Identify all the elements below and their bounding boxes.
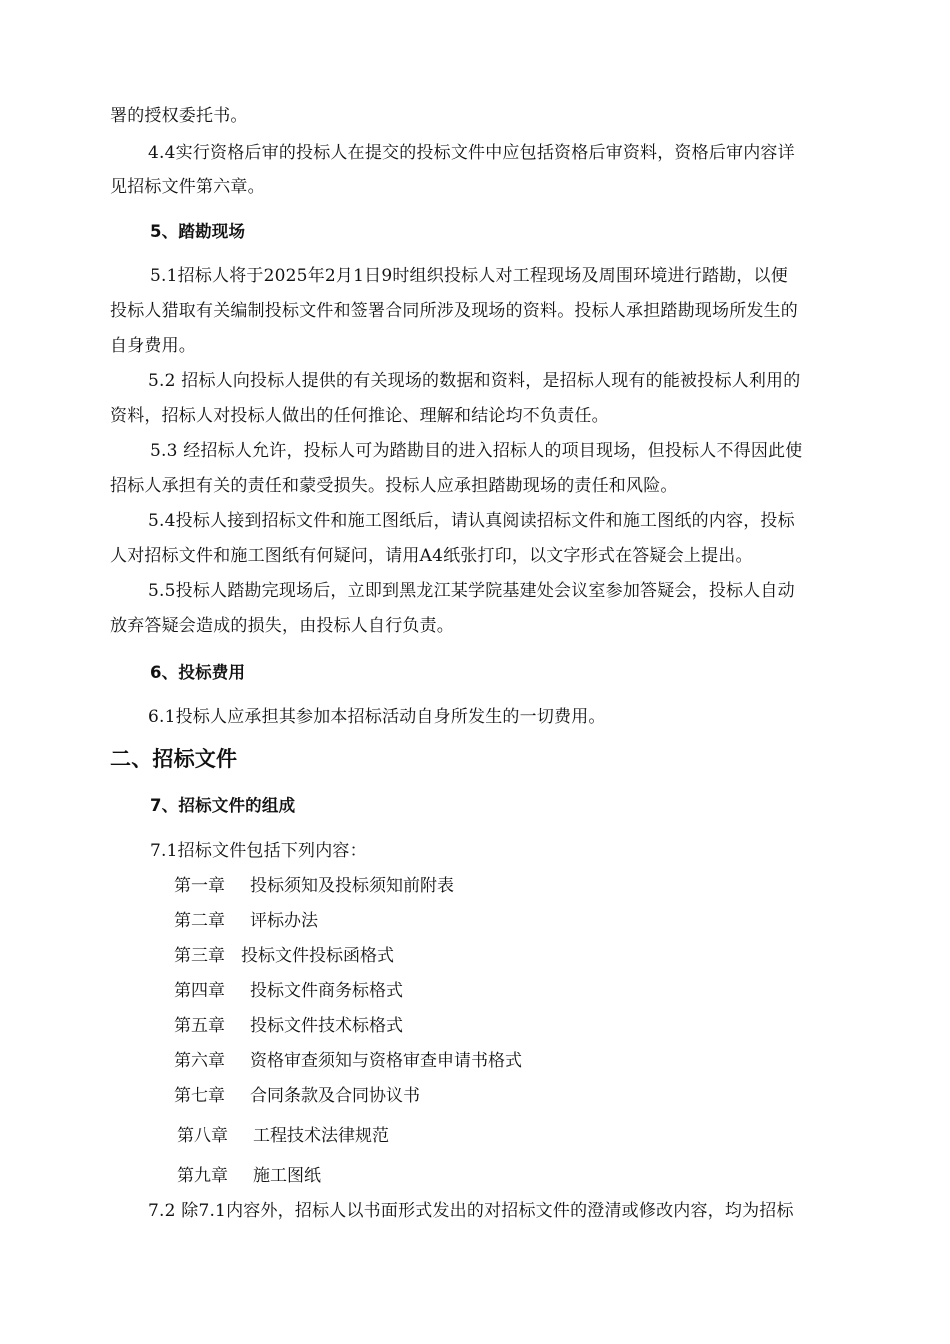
- paragraph-line: 见招标文件第六章。: [110, 177, 265, 197]
- toc-title: 投标文件投标函格式: [241, 946, 394, 966]
- paragraph-line: 5.1招标人将于2025年2月1日9时组织投标人对工程现场及周围环境进行踏勘，以便: [150, 266, 788, 286]
- paragraph-line: 5.3 经招标人允许，投标人可为踏勘目的进入招标人的项目现场，但投标人不得因此使: [150, 441, 803, 461]
- toc-title: 资格审查须知与资格审查申请书格式: [250, 1051, 522, 1071]
- chapter-heading: 二、招标文件: [110, 747, 238, 771]
- paragraph-line: 署的授权委托书。: [110, 106, 248, 126]
- toc-title: 评标办法: [250, 911, 318, 931]
- toc-item: [177, 1124, 389, 1148]
- toc-item: [174, 1014, 403, 1038]
- toc-item: [174, 1084, 420, 1108]
- toc-chapter: 第六章: [174, 1051, 225, 1071]
- toc-chapter: 第一章: [174, 876, 225, 896]
- toc-title: 施工图纸: [253, 1166, 321, 1186]
- paragraph-line: 人对招标文件和施工图纸有何疑问，请用A4纸张打印，以文字形式在答疑会上提出。: [110, 546, 753, 566]
- toc-chapter: 第三章: [174, 946, 225, 966]
- toc-item: [174, 979, 403, 1003]
- paragraph-line: 5.2 招标人向投标人提供的有关现场的数据和资料，是招标人现有的能被投标人利用的: [148, 371, 801, 391]
- paragraph-line: 5.4投标人接到招标文件和施工图纸后，请认真阅读招标文件和施工图纸的内容，投标: [148, 511, 795, 531]
- toc-chapter: 第九章: [177, 1166, 228, 1186]
- toc-title: 合同条款及合同协议书: [250, 1086, 420, 1106]
- paragraph-line: 4.4实行资格后审的投标人在提交的投标文件中应包括资格后审资料，资格后审内容详: [148, 143, 795, 163]
- paragraph-line: 6.1投标人应承担其参加本招标活动自身所发生的一切费用。: [148, 707, 606, 727]
- toc-title: 工程技术法律规范: [253, 1126, 389, 1146]
- paragraph-line: 自身费用。: [110, 336, 196, 356]
- paragraph-line: 7.2 除7.1内容外，招标人以书面形式发出的对招标文件的澄清或修改内容，均为招标: [148, 1201, 794, 1221]
- toc-chapter: 第八章: [177, 1126, 228, 1146]
- paragraph-line: 放弃答疑会造成的损失，由投标人自行负责。: [110, 616, 454, 636]
- toc-chapter: 第二章: [174, 911, 225, 931]
- paragraph-line: 招标人承担有关的责任和蒙受损失。投标人应承担踏勘现场的责任和风险。: [110, 476, 678, 496]
- toc-item: [174, 909, 318, 933]
- toc-item: [174, 1049, 522, 1073]
- section-heading-5: 5、踏勘现场: [150, 222, 246, 241]
- toc-item: [174, 944, 394, 968]
- section-heading-7: 7、招标文件的组成: [150, 796, 296, 815]
- toc-item: [174, 874, 454, 898]
- toc-title: 投标文件技术标格式: [250, 1016, 403, 1036]
- toc-chapter: 第五章: [174, 1016, 225, 1036]
- toc-item: [177, 1164, 321, 1188]
- toc-title: 投标文件商务标格式: [250, 981, 403, 1001]
- section-heading-6: 6、投标费用: [150, 663, 246, 682]
- paragraph-line: 5.5投标人踏勘完现场后，立即到黑龙江某学院基建处会议室参加答疑会，投标人自动: [148, 581, 795, 601]
- paragraph-line: 7.1招标文件包括下列内容：: [150, 841, 367, 861]
- toc-chapter: 第四章: [174, 981, 225, 1001]
- toc-title: 投标须知及投标须知前附表: [250, 876, 454, 896]
- paragraph-line: 投标人猎取有关编制投标文件和签署合同所涉及现场的资料。投标人承担踏勘现场所发生的: [110, 301, 798, 321]
- paragraph-line: 资料，招标人对投标人做出的任何推论、理解和结论均不负责任。: [110, 406, 609, 426]
- toc-chapter: 第七章: [174, 1086, 225, 1106]
